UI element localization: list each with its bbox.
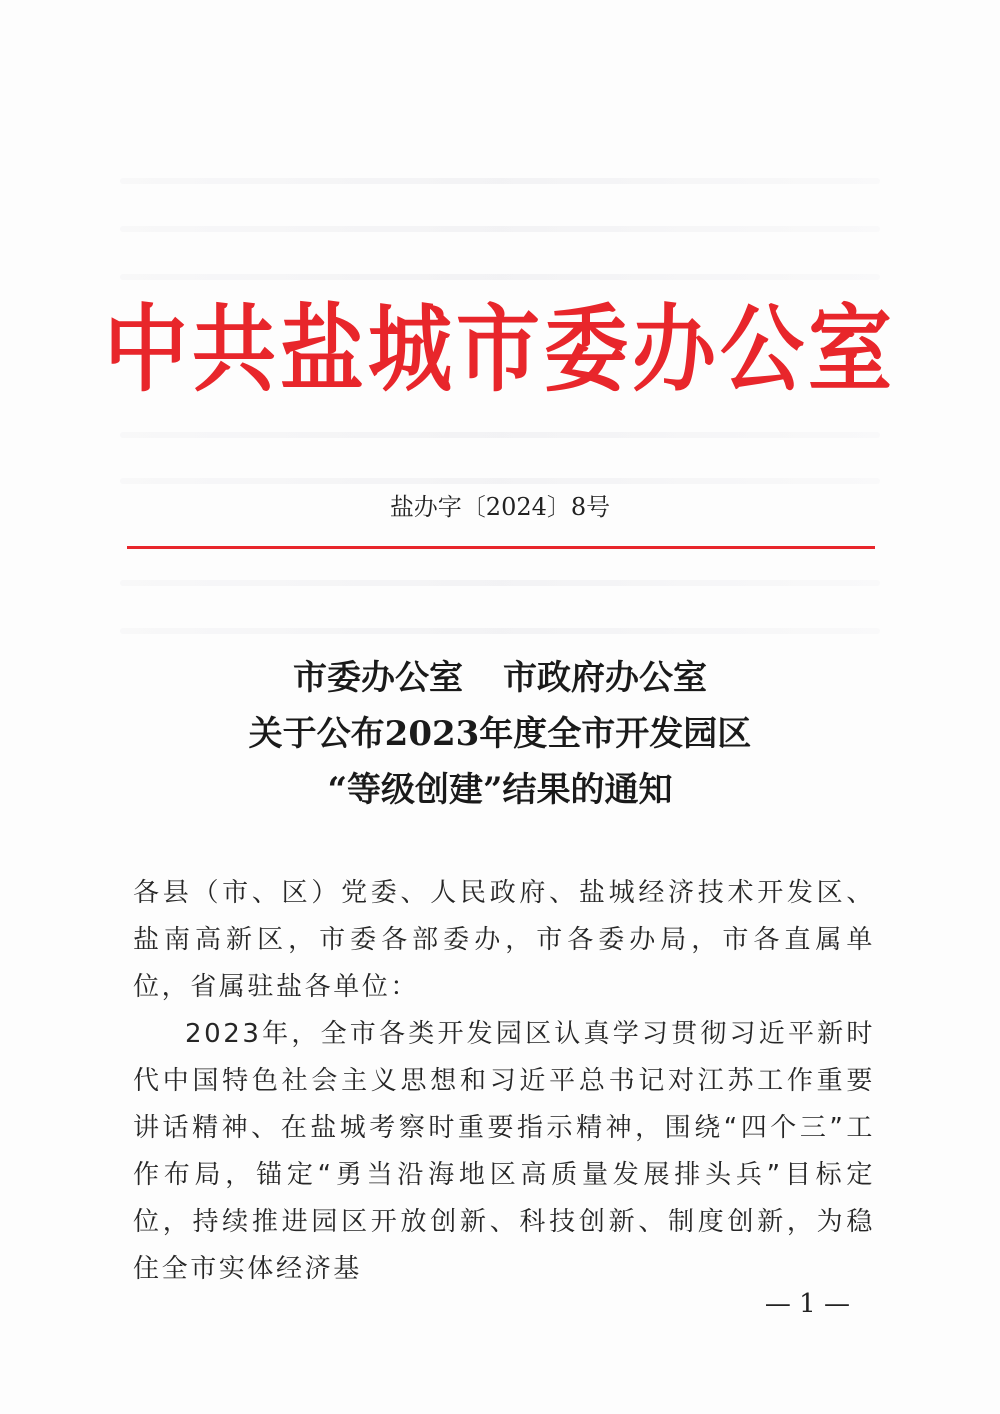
show-through-line xyxy=(120,178,880,184)
title-line-1 xyxy=(0,650,1000,706)
issuer-government-office: 市政府办公室 xyxy=(503,658,707,698)
title-line-3: “等级创建”结果的通知 xyxy=(327,770,673,810)
show-through-line xyxy=(120,432,880,438)
show-through-line xyxy=(120,580,880,586)
document-title xyxy=(0,650,1000,818)
document-body xyxy=(133,870,875,1293)
page-number: — 1 — xyxy=(764,1289,850,1319)
show-through-line xyxy=(120,628,880,634)
document-number: 盐办字〔2024〕8号 xyxy=(389,493,611,521)
body-paragraph: 2023年，全市各类开发园区认真学习贯彻习近平新时代中国特色社会主义思想和习近平总书记对江苏工作重要讲话精神、在盐城考察时重要指示精神，围绕“四个三”工作布局，锚定“勇当沿海地区高质量发展排头兵”目标定位，持续推进园区开放创新、科技创新、制度创新，为稳住全市实体经济基 xyxy=(133,1019,875,1284)
show-through-line xyxy=(120,226,880,232)
red-separator-line xyxy=(127,546,875,549)
addressees: 各县（市、区）党委、人民政府、盐城经济技术开发区、盐南高新区，市委各部委办，市各委办局，市各直属单位，省属驻盐各单位： xyxy=(133,878,875,1002)
title-line-2: 关于公布2023年度全市开发园区 xyxy=(248,714,752,754)
show-through-line xyxy=(120,274,880,280)
masthead: 中共盐城市委办公室 xyxy=(103,294,896,405)
issuer-party-office: 市委办公室 xyxy=(293,658,463,698)
show-through-line xyxy=(120,478,880,484)
